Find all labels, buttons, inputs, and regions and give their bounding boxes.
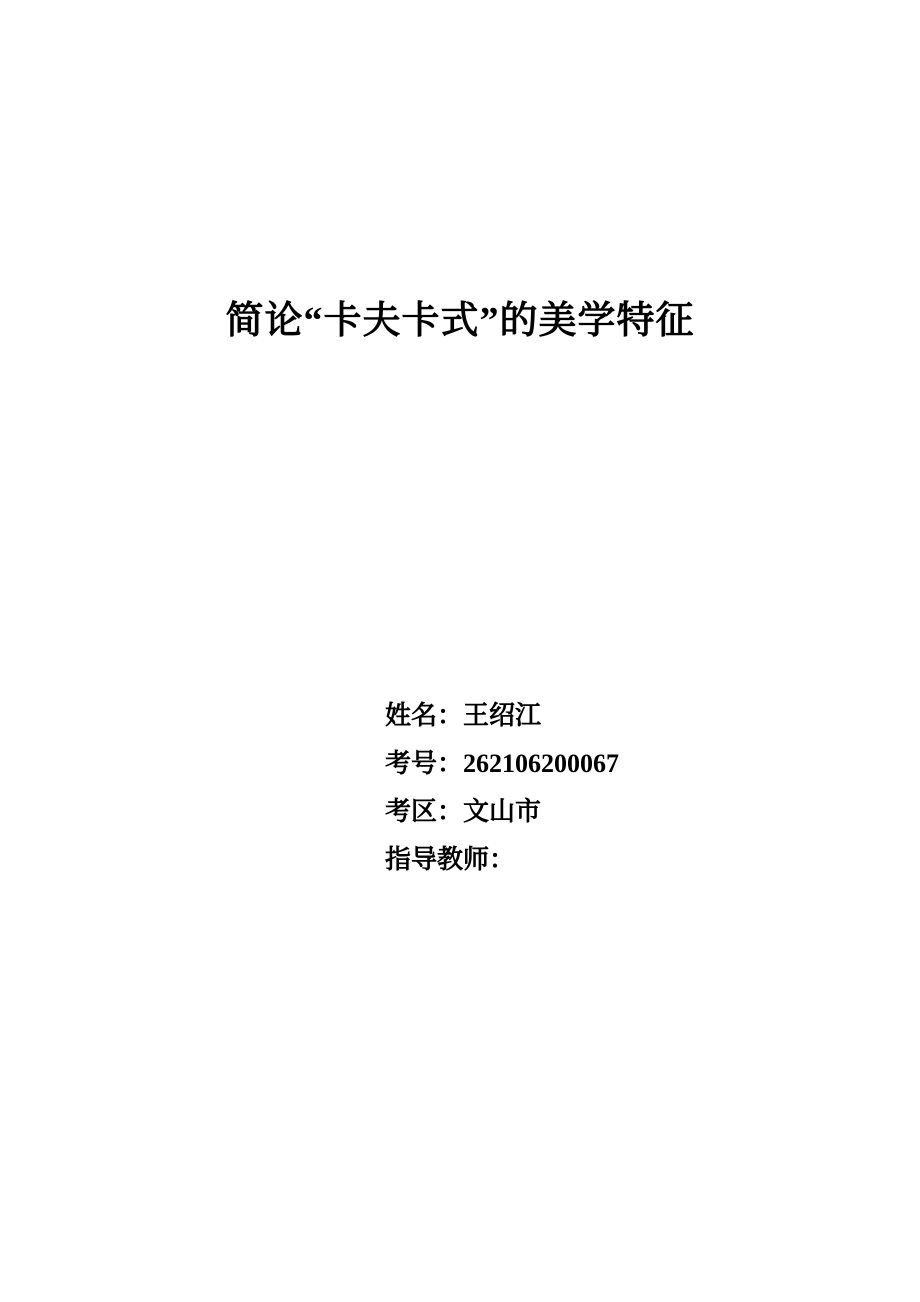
field-label-exam-district: 考区： — [385, 797, 464, 826]
field-row-advisor — [385, 836, 619, 884]
field-row-name — [385, 692, 619, 740]
field-label-exam-number: 考号： — [385, 749, 464, 778]
field-value-exam-number: 262106200067 — [463, 749, 620, 778]
field-row-exam-number — [385, 740, 619, 788]
field-row-exam-district — [385, 788, 619, 836]
document-title: 简论“卡夫卡式”的美学特征 — [225, 300, 695, 342]
field-label-name: 姓名： — [385, 701, 464, 730]
field-value-name: 王绍江 — [463, 701, 542, 730]
info-block — [385, 692, 619, 884]
field-value-exam-district: 文山市 — [463, 797, 542, 826]
field-label-advisor: 指导教师： — [385, 845, 516, 874]
